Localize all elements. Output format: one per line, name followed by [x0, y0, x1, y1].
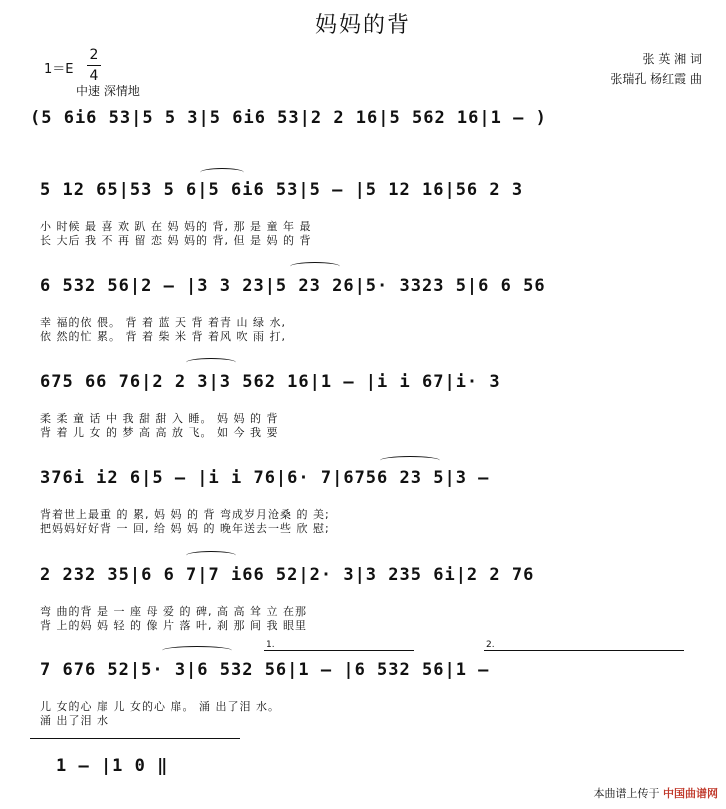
- score-row-3: 6 532 56|2 – |3 3 23|5 23 26|5· 3323 5|6 6 56: [40, 276, 546, 296]
- volta-1-label: 1.: [266, 640, 275, 650]
- volta-2-label: 2.: [486, 640, 495, 650]
- site-brand: 中国曲谱网: [663, 787, 718, 800]
- lyric-row-3-verse-2: 依 然的忙 累。 背 着 柴 米 背 着风 吹 雨 打,: [40, 330, 286, 343]
- lyricist-credit: 张 英 湘 词: [642, 52, 702, 66]
- lyric-row-5-verse-2: 把妈妈好好背 一 回, 给 妈 妈 的 晚年送去一些 欣 慰;: [40, 522, 330, 535]
- time-signature-bottom: 4: [89, 68, 99, 84]
- lyric-row-6-verse-2: 背 上的妈 妈 轻 的 像 片 落 叶, 刹 那 间 我 眼里: [40, 619, 307, 632]
- lyric-row-4-verse-1: 柔 柔 童 话 中 我 甜 甜 入 睡。 妈 妈 的 背: [40, 412, 279, 425]
- lyric-row-6-verse-1: 弯 曲的背 是 一 座 母 爱 的 碑, 高 高 耸 立 在那: [40, 605, 307, 618]
- key-signature: 1＝E: [44, 62, 74, 77]
- score-row-4: 675 66 76|2 2 3|3 562 16|1 – |i i 67|i· 3: [40, 372, 501, 392]
- slur-mark: [186, 358, 236, 367]
- lyric-row-7-verse-1: 儿 女的心 扉 儿 女的心 扉。 涌 出了泪 水。: [40, 700, 280, 713]
- slur-mark: [290, 262, 340, 271]
- time-signature: [86, 45, 102, 86]
- slur-mark: [162, 646, 232, 655]
- slur-mark: [186, 551, 236, 560]
- footer-text: 本曲谱上传于: [593, 787, 660, 800]
- volta-2-bracket: [484, 650, 684, 651]
- coda-bracket: [30, 738, 240, 739]
- lyric-row-2-verse-2: 长 大后 我 不 再 留 恋 妈 妈的 背, 但 是 妈 的 背: [40, 234, 312, 247]
- score-row-5: 376i i2 6|5 – |i i 76|6· 7|6756 23 5|3 –: [40, 468, 490, 488]
- lyric-row-5-verse-1: 背着世上最重 的 累, 妈 妈 的 背 弯成岁月沧桑 的 美;: [40, 508, 330, 521]
- composer-credit: 张瑞孔 杨红霞 曲: [610, 72, 702, 86]
- lyric-row-7-verse-2: 涌 出了泪 水: [40, 714, 109, 727]
- score-row-2: 5 12 65|53 5 6|5 6i6 53|5 – |5 12 16|56 2 3: [40, 180, 524, 200]
- score-row-1: (5 6i6 53|5 5 3|5 6i6 53|2 2 16|5 562 16|1 – ): [30, 108, 547, 128]
- slur-mark: [200, 168, 244, 177]
- song-title: 妈妈的背: [314, 13, 411, 38]
- score-row-7: 7 676 52|5· 3|6 532 56|1 – |6 532 56|1 –: [40, 660, 490, 680]
- tempo-marking: 中速 深情地: [76, 84, 140, 98]
- lyric-row-2-verse-1: 小 时候 最 喜 欢 趴 在 妈 妈的 背, 那 是 童 年 最: [40, 220, 312, 233]
- lyric-row-3-verse-1: 幸 福的依 偎。 背 着 蓝 天 背 着青 山 绿 水,: [40, 316, 286, 329]
- lyric-row-4-verse-2: 背 着 儿 女 的 梦 高 高 放 飞。 如 今 我 要: [40, 426, 279, 439]
- score-row-8: 1 – |1 0 ‖: [56, 756, 169, 776]
- slur-mark: [380, 456, 440, 465]
- time-signature-top: 2: [89, 47, 99, 63]
- footer-credit: [594, 785, 719, 801]
- volta-1-bracket: [264, 650, 414, 651]
- score-row-6: 2 232 35|6 6 7|7 i66 52|2· 3|3 235 6i|2 2 76: [40, 565, 535, 585]
- time-signature-line: [87, 65, 101, 66]
